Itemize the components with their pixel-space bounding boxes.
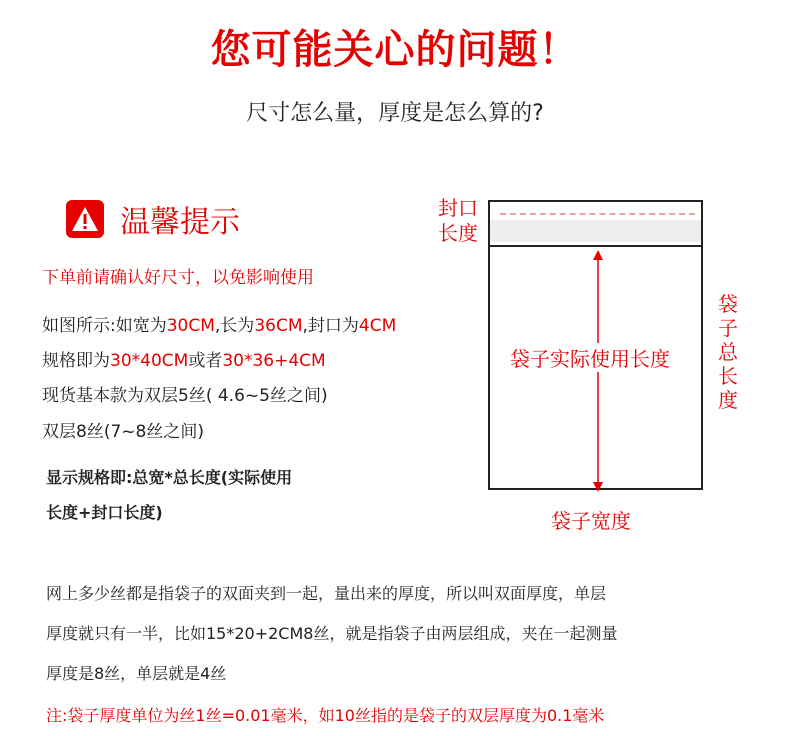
tip-warning: 下单前请确认好尺寸，以免影响使用	[42, 268, 314, 288]
thickness-para-3: 厚度是8丝，单层就是4丝	[46, 664, 227, 683]
page-title: 您可能关心的问题！	[210, 27, 580, 73]
spec-value: 30CM	[166, 316, 215, 336]
bag-width-label: 袋子宽度	[551, 509, 631, 533]
spec-line-1	[42, 311, 396, 336]
spec-text: 如图所示:如宽为	[42, 316, 167, 336]
spec-text: 或者	[188, 351, 223, 371]
spec-bold-2: 长度+封口长度)	[46, 503, 163, 522]
spec-line-3: 现货基本款为双层5丝( 4.6~5丝之间)	[42, 386, 328, 406]
spec-value: 4CM	[358, 316, 397, 336]
spec-text: ,封口为	[302, 316, 359, 336]
thickness-note: 注:袋子厚度单位为丝1丝=0.01毫米，如10丝指的是袋子的双层厚度为0.1毫米	[46, 706, 605, 725]
warning-icon	[66, 200, 104, 238]
spec-text: 规格即为	[42, 351, 110, 371]
spec-value: 30*36+4CM	[222, 351, 326, 371]
seal-divider	[488, 245, 703, 247]
spec-value: 36CM	[254, 316, 303, 336]
total-length-label: 袋子总长度	[718, 292, 738, 412]
thickness-para-1: 网上多少丝都是指袋子的双面夹到一起，量出来的厚度，所以叫双面厚度，单层	[46, 584, 607, 603]
spec-line-2	[42, 346, 326, 371]
usable-length-label: 袋子实际使用长度	[508, 343, 672, 372]
spec-text: ,长为	[214, 316, 255, 336]
spec-value: 30*40CM	[110, 351, 189, 371]
page-subtitle: 尺寸怎么量，厚度是怎么算的?	[246, 101, 544, 126]
spec-bold-1: 显示规格即:总宽*总长度(实际使用	[46, 468, 293, 487]
tip-heading: 温馨提示	[120, 205, 240, 240]
seal-length-label: 封口长度	[438, 196, 478, 245]
spec-line-4: 双层8丝(7~8丝之间)	[42, 422, 204, 442]
thickness-para-2: 厚度就只有一半，比如15*20+2CM8丝，就是指袋子由两层组成，夹在一起测量	[46, 624, 618, 643]
